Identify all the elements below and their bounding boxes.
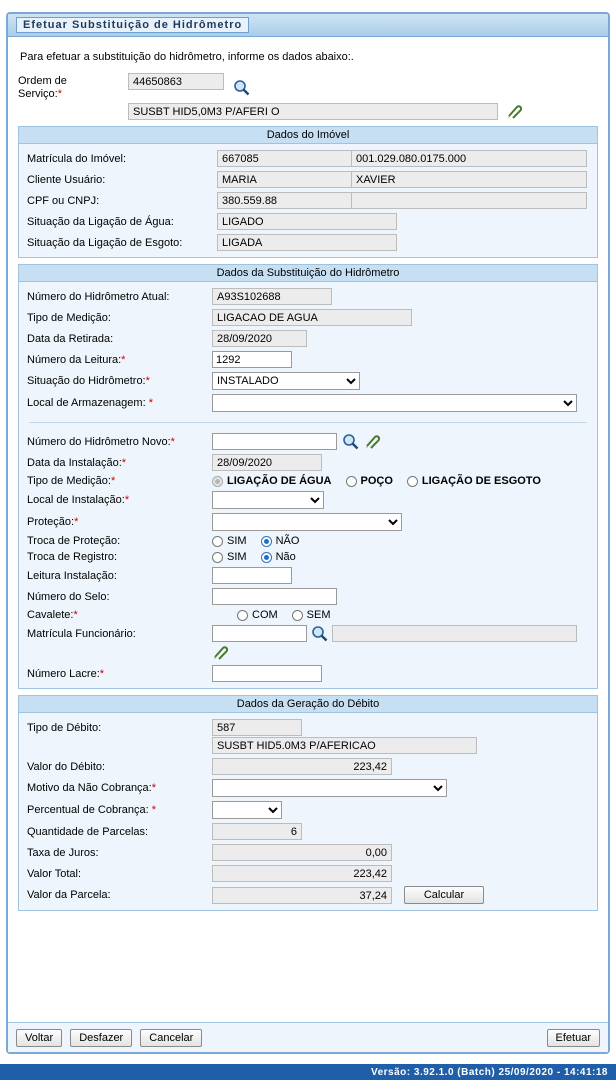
- divider: [29, 422, 587, 423]
- tipo-debito-codigo: 587: [212, 719, 302, 736]
- cavalete-required: *: [73, 609, 78, 621]
- matricula-funcionario-row: [27, 625, 589, 642]
- motivo-nao-cobranca-label: [27, 782, 212, 794]
- numero-lacre-row: [27, 665, 589, 682]
- cavalete-row: [27, 609, 589, 621]
- quantidade-parcelas-row: [27, 823, 589, 840]
- tipo-medicao-radio-poco[interactable]: [346, 475, 393, 487]
- ordem-servico-label-line1: Ordem de: [18, 75, 67, 87]
- valor-parcela-value: 37,24: [212, 887, 392, 904]
- tipo-debito-descricao: SUSBT HID5.0M3 P/AFERICAO: [212, 737, 477, 754]
- matricula-label: Matrícula do Imóvel:: [27, 152, 127, 165]
- radio-circle: [212, 536, 223, 547]
- situacao-hidrometro-label: [27, 375, 212, 387]
- local-armazenagem-row: [27, 394, 589, 412]
- numero-leitura-label: [27, 354, 212, 366]
- cavalete-sem-label: SEM: [306, 609, 331, 621]
- data-instalacao-row: [27, 454, 589, 471]
- substituicao-section: [18, 264, 598, 689]
- data-retirada-label: Data da Retirada:: [27, 332, 114, 345]
- debito-section: [18, 695, 598, 911]
- hidrometro-atual-row: [27, 288, 589, 305]
- search-icon[interactable]: [342, 433, 359, 450]
- tipo-debito-desc-row: [27, 737, 589, 754]
- cavalete-radio-sem[interactable]: [292, 609, 331, 621]
- data-instalacao-value: 28/09/2020: [212, 454, 322, 471]
- motivo-nao-cobranca-row: [27, 779, 589, 797]
- protecao-label: [27, 516, 212, 528]
- efetuar-button[interactable]: Efetuar: [547, 1029, 600, 1047]
- search-icon[interactable]: [311, 625, 328, 642]
- data-retirada-value: 28/09/2020: [212, 330, 307, 347]
- valor-debito-value: 223,42: [212, 758, 392, 775]
- percentual-cobranca-label: [27, 804, 212, 816]
- local-armazenagem-label: [27, 397, 212, 409]
- leitura-instalacao-label: Leitura Instalação:: [27, 569, 117, 582]
- hidrometro-novo-label-text: Número do Hidrômetro Novo:: [27, 435, 171, 448]
- imovel-section: [18, 126, 598, 258]
- hidrometro-atual-label: Número do Hidrômetro Atual:: [27, 290, 170, 303]
- numero-lacre-label-text: Número Lacre:: [27, 667, 100, 680]
- numero-lacre-required: *: [99, 667, 105, 680]
- troca-registro-sim-label: SIM: [227, 551, 247, 563]
- tipo-medicao-opt3-label: LIGAÇÃO DE ESGOTO: [421, 475, 541, 487]
- taxa-juros-row: [27, 844, 589, 861]
- troca-registro-row: [27, 551, 589, 563]
- motivo-nao-cobranca-label-text: Motivo da Não Cobrança:: [27, 782, 152, 794]
- attachment-icon[interactable]: [506, 103, 523, 120]
- valor-parcela-row: [27, 886, 589, 904]
- attachment-icon[interactable]: [212, 644, 229, 661]
- main-window: [6, 12, 610, 1054]
- tipo-medicao-novo-label: [27, 475, 212, 487]
- taxa-juros-label: Taxa de Juros:: [27, 846, 99, 859]
- hidrometro-novo-input[interactable]: [212, 433, 337, 450]
- valor-total-value: 223,42: [212, 865, 392, 882]
- radio-circle: [237, 610, 248, 621]
- radio-circle: [212, 552, 223, 563]
- cavalete-label-text: Cavalete:: [27, 609, 74, 621]
- troca-registro-label: Troca de Registro:: [27, 551, 118, 563]
- calcular-button[interactable]: Calcular: [404, 886, 484, 904]
- cpf-label: CPF ou CNPJ:: [27, 194, 100, 207]
- imovel-section-title: Dados do Imóvel: [19, 127, 597, 144]
- tipo-medicao-novo-required: *: [110, 475, 116, 487]
- tipo-debito-label: Tipo de Débito:: [27, 721, 102, 734]
- matricula-funcionario-attach-row: [27, 644, 589, 661]
- tipo-medicao-novo-label-text: Tipo de Medição:: [27, 475, 111, 487]
- attachment-icon[interactable]: [364, 433, 381, 450]
- numero-selo-label: Número do Selo:: [27, 590, 110, 603]
- data-instalacao-label: [27, 457, 212, 469]
- cavalete-label: [27, 609, 212, 621]
- radio-circle: [346, 476, 357, 487]
- quantidade-parcelas-value: 6: [212, 823, 302, 840]
- local-armazenagem-select[interactable]: [212, 394, 577, 412]
- valor-total-row: [27, 865, 589, 882]
- quantidade-parcelas-label: Quantidade de Parcelas:: [27, 825, 149, 838]
- local-armazenagem-label-text: Local de Armazenagem:: [27, 397, 146, 409]
- matricula-funcionario-input[interactable]: [212, 625, 307, 642]
- valor-debito-row: [27, 758, 589, 775]
- situacao-esgoto-value: LIGADA: [217, 234, 397, 251]
- radio-circle: [407, 476, 418, 487]
- ordem-servico-desc-row: [18, 103, 598, 120]
- ordem-servico-row: [18, 73, 598, 101]
- protecao-required: *: [74, 516, 79, 528]
- situacao-hidrometro-required: *: [145, 375, 150, 387]
- ordem-servico-label-line2: Serviço:: [18, 88, 58, 100]
- tipo-medicao-radio-agua[interactable]: [212, 475, 332, 487]
- percentual-cobranca-required: *: [151, 804, 157, 816]
- cpf-row: [27, 192, 589, 209]
- percentual-cobranca-label-text: Percentual de Cobrança:: [27, 804, 149, 816]
- tipo-medicao-opt2-label: POÇO: [360, 475, 393, 487]
- numero-lacre-label: [27, 668, 212, 680]
- hidrometro-novo-required: *: [170, 435, 175, 448]
- troca-protecao-nao-label: NÃO: [275, 535, 300, 547]
- tipo-medicao-atual-label: Tipo de Medição:: [27, 311, 111, 324]
- valor-debito-label: Valor do Débito:: [27, 760, 106, 773]
- ordem-servico-required: *: [57, 88, 63, 100]
- hidrometro-atual-value: A93S102688: [212, 288, 332, 305]
- cliente-row: [27, 171, 589, 188]
- data-retirada-row: [27, 330, 589, 347]
- radio-circle: [261, 536, 272, 547]
- protecao-label-text: Proteção:: [27, 516, 75, 528]
- troca-protecao-radio-nao[interactable]: [261, 535, 300, 547]
- cliente-value2: XAVIER: [352, 171, 587, 188]
- status-bar-text: Versão: 3.92.1.0 (Batch) 25/09/2020 - 14:41:18: [370, 1066, 608, 1078]
- status-bar: [0, 1064, 616, 1080]
- numero-leitura-input[interactable]: [212, 351, 292, 368]
- leitura-instalacao-input[interactable]: [212, 567, 292, 584]
- numero-leitura-required: *: [121, 353, 126, 366]
- cliente-label: Cliente Usuário:: [27, 173, 106, 186]
- situacao-esgoto-label: Situação da Ligação de Esgoto:: [27, 236, 183, 249]
- situacao-esgoto-row: [27, 234, 589, 251]
- window-content: [8, 37, 608, 923]
- tipo-medicao-novo-row: [27, 475, 589, 487]
- local-instalacao-label: [27, 494, 212, 506]
- situacao-hidrometro-label-text: Situação do Hidrômetro:: [27, 375, 146, 387]
- percentual-cobranca-row: [27, 801, 589, 819]
- motivo-nao-cobranca-required: *: [151, 782, 157, 794]
- cavalete-radio-com[interactable]: [237, 609, 278, 621]
- cavalete-com-label: COM: [252, 609, 278, 621]
- local-instalacao-label-text: Local de Instalação:: [27, 494, 125, 506]
- ordem-servico-description: SUSBT HID5,0M3 P/AFERI O: [128, 103, 498, 120]
- cpf-value: 380.559.88: [217, 192, 352, 209]
- radio-circle: [212, 476, 223, 487]
- troca-protecao-row: [27, 535, 589, 547]
- motivo-nao-cobranca-select[interactable]: [212, 779, 447, 797]
- matricula-value: 667085: [217, 150, 352, 167]
- troca-registro-radio-nao[interactable]: [261, 551, 296, 563]
- troca-registro-radio-sim[interactable]: [212, 551, 247, 563]
- footer-left-buttons: [16, 1029, 207, 1047]
- voltar-button[interactable]: Voltar: [16, 1029, 62, 1047]
- protecao-row: [27, 513, 589, 531]
- radio-circle: [261, 552, 272, 563]
- matricula-funcionario-nome: [332, 625, 577, 642]
- intro-text: Para efetuar a substituição do hidrômetro, informe os dados abaixo:.: [20, 51, 354, 63]
- tipo-debito-row: [27, 719, 589, 736]
- matricula-funcionario-label: Matrícula Funcionário:: [27, 627, 136, 640]
- situacao-agua-value: LIGADO: [217, 213, 397, 230]
- situacao-hidrometro-row: [27, 372, 589, 390]
- cancelar-button[interactable]: Cancelar: [140, 1029, 202, 1047]
- local-instalacao-required: *: [124, 494, 130, 506]
- troca-protecao-label: Troca de Proteção:: [27, 535, 121, 547]
- situacao-agua-row: [27, 213, 589, 230]
- window-title: Efetuar Substituição de Hidrômetro: [16, 17, 249, 33]
- cpf-spacer: [352, 192, 587, 209]
- troca-protecao-sim-label: SIM: [227, 535, 247, 547]
- situacao-hidrometro-select[interactable]: [212, 372, 360, 390]
- numero-selo-row: [27, 588, 589, 605]
- local-instalacao-row: [27, 491, 589, 509]
- footer-right-buttons: [547, 1029, 600, 1047]
- matricula-row: [27, 150, 589, 167]
- desfazer-button[interactable]: Desfazer: [70, 1029, 132, 1047]
- local-instalacao-select[interactable]: [212, 491, 324, 509]
- numero-selo-input[interactable]: [212, 588, 337, 605]
- hidrometro-novo-label: [27, 436, 212, 448]
- tipo-medicao-radio-esgoto[interactable]: [407, 475, 541, 487]
- protecao-select[interactable]: [212, 513, 402, 531]
- numero-leitura-row: [27, 351, 589, 368]
- leitura-instalacao-row: [27, 567, 589, 584]
- data-instalacao-required: *: [121, 456, 127, 469]
- radio-circle: [292, 610, 303, 621]
- form-footer: [8, 1022, 608, 1052]
- troca-registro-nao-label: Não: [275, 551, 296, 563]
- ordem-servico-value: 44650863: [128, 73, 224, 90]
- local-armazenagem-required: *: [148, 397, 153, 409]
- tipo-medicao-atual-row: [27, 309, 589, 326]
- numero-lacre-input[interactable]: [212, 665, 322, 682]
- situacao-agua-label: Situação da Ligação de Água:: [27, 215, 174, 228]
- troca-protecao-radio-sim[interactable]: [212, 535, 247, 547]
- valor-parcela-label: Valor da Parcela:: [27, 889, 111, 901]
- matricula-extra: 001.029.080.0175.000: [352, 150, 587, 167]
- debito-section-title: Dados da Geração do Débito: [19, 696, 597, 713]
- window-titlebar: [8, 14, 608, 37]
- tipo-medicao-atual-value: LIGACAO DE AGUA: [212, 309, 412, 326]
- search-icon[interactable]: [233, 79, 250, 96]
- tipo-medicao-opt1-label: LIGAÇÃO DE ÁGUA: [227, 475, 332, 487]
- numero-leitura-label-text: Número da Leitura:: [27, 353, 122, 366]
- cliente-value: MARIA: [217, 171, 352, 188]
- substituicao-section-title: Dados da Substituição do Hidrômetro: [19, 265, 597, 282]
- valor-total-label: Valor Total:: [27, 867, 82, 880]
- taxa-juros-value: 0,00: [212, 844, 392, 861]
- hidrometro-novo-row: [27, 433, 589, 450]
- percentual-cobranca-select[interactable]: [212, 801, 282, 819]
- data-instalacao-label-text: Data da Instalação:: [27, 456, 122, 469]
